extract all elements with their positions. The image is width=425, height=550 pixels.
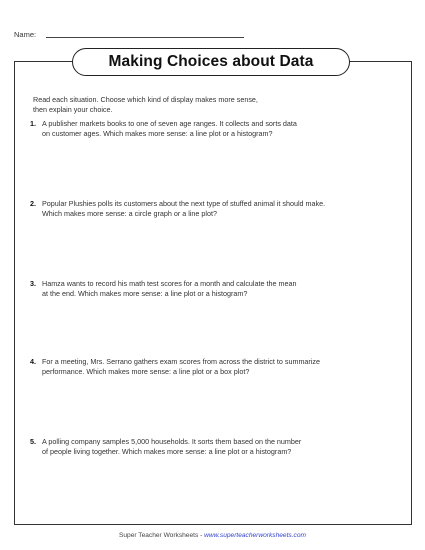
instructions-line: Read each situation. Choose which kind of display makes more sense, <box>33 95 258 104</box>
question-number: 2. <box>30 199 36 208</box>
question-text-line: A polling company samples 5,000 households. It sorts them based on the number <box>42 437 302 446</box>
title-banner <box>72 48 350 76</box>
instructions <box>33 95 353 114</box>
question-text-line: at the end. Which makes more sense: a line plot or a histogram? <box>42 288 248 298</box>
page-title: Making Choices about Data <box>108 53 314 70</box>
question-number: 1. <box>30 119 36 128</box>
footer-link[interactable]: www.superteacherworksheets.com <box>204 532 307 539</box>
question-number: 4. <box>30 357 36 366</box>
footer <box>0 532 425 539</box>
question-text-line: Which makes more sense: a circle graph or a line plot? <box>42 208 217 218</box>
footer-brand: Super Teacher Worksheets <box>118 532 199 539</box>
question-text-line: Hamza wants to record his math test scores for a month and calculate the mean <box>42 279 297 288</box>
name-field[interactable] <box>46 37 244 38</box>
question-number: 5. <box>30 437 36 446</box>
question-number: 3. <box>30 279 36 288</box>
question-text-line: performance. Which makes more sense: a line plot or a box plot? <box>42 366 250 376</box>
instructions-line: then explain your choice. <box>33 104 113 114</box>
question-text-line: of people living together. Which makes more sense: a line plot or a histogram? <box>42 446 292 456</box>
name-label: Name: <box>14 30 37 39</box>
question-text-line: A publisher markets books to one of seven age ranges. It collects and sorts data <box>42 119 297 128</box>
question-text-line: Popular Plushies polls its customers about the next type of stuffed animal it should make. <box>42 199 326 208</box>
question-text-line: For a meeting, Mrs. Serrano gathers exam scores from across the district to summarize <box>42 357 321 366</box>
footer-separator: - <box>198 532 205 539</box>
question-text-line: on customer ages. Which makes more sense: a line plot or a histogram? <box>42 128 273 138</box>
